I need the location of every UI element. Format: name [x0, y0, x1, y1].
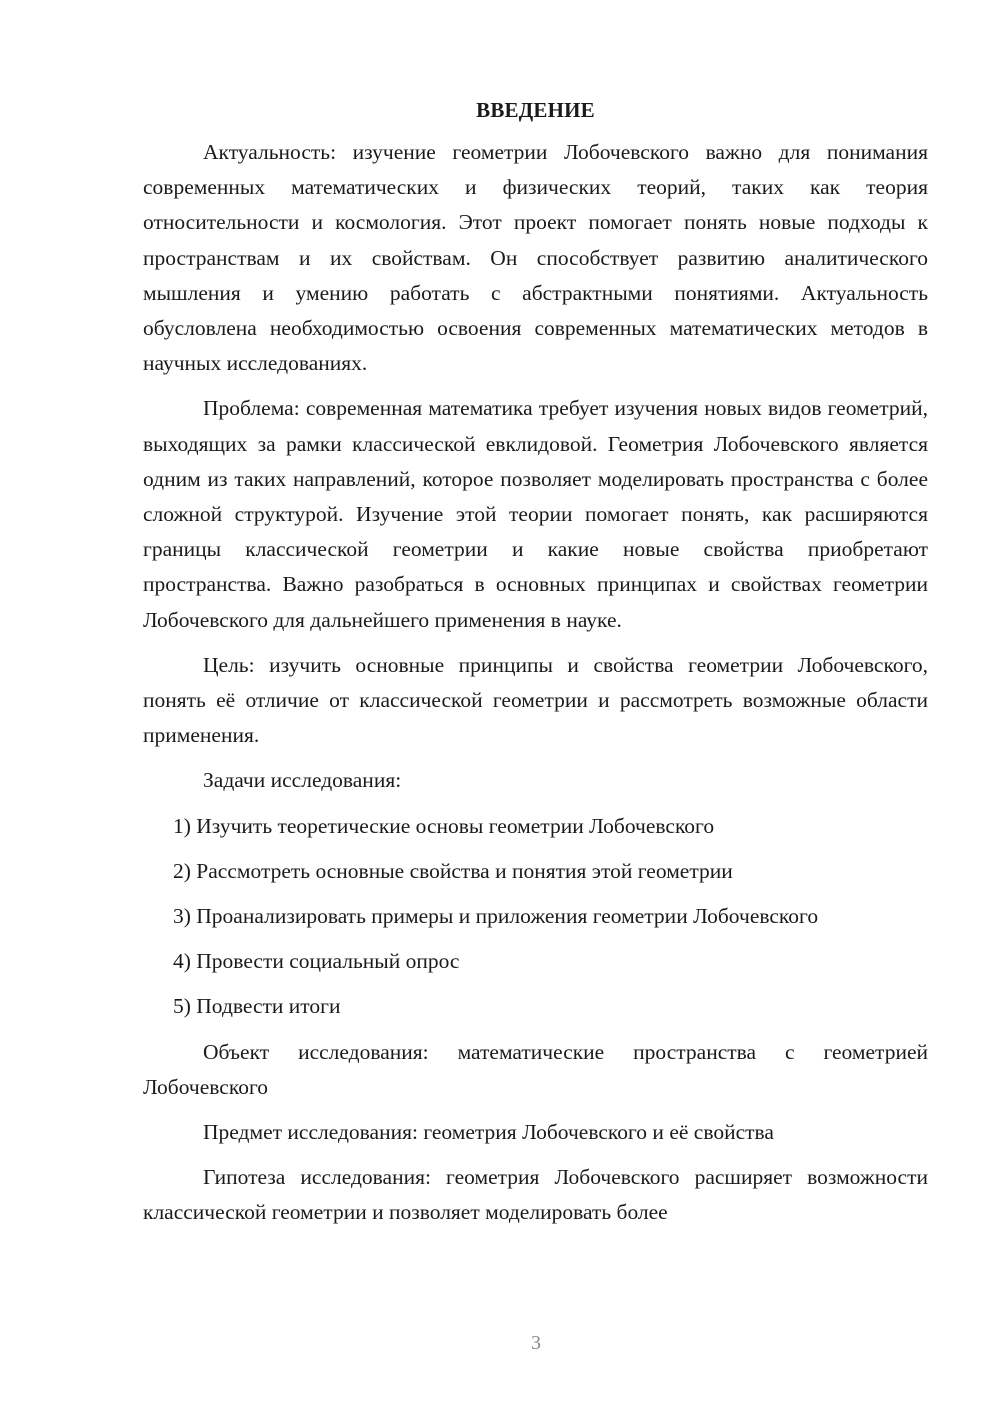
task-item-4: 4) Провести социальный опрос: [173, 949, 460, 974]
paragraph-goal: Цель: изучить основные принципы и свойства геометрии Лобочевского, понять её отличие от классической геометрии и рассмотреть возможные области применения.: [143, 652, 928, 748]
paragraph-hypothesis: Гипотеза исследования: геометрия Лобочевского расширяет возможности классической геометрии и позволяет моделировать более: [143, 1165, 928, 1225]
paragraph-subject: Предмет исследования: геометрия Лобочевского и её свойства: [203, 1120, 774, 1145]
task-item-2: 2) Рассмотреть основные свойства и понятия этой геометрии: [173, 858, 733, 883]
section-heading: ВВЕДЕНИЕ: [476, 98, 595, 122]
paragraph-relevance: Актуальность: изучение геометрии Лобочевского важно для понимания современных математических и физических теорий, таких как теория относительности и космология. Этот проект помогает понять новые подходы к пространствам и их свойствам. Он способствует развитию аналитического мышления и умению работать с абстрактными понятиями. Актуальность обусловлена необходимостью освоения современных математических методов в научных исследованиях.: [143, 140, 928, 376]
document-page: [143, 94, 928, 1241]
task-item-3: 3) Проанализировать примеры и приложения геометрии Лобочевского: [173, 904, 819, 929]
task-item-1: 1) Изучить теоретические основы геометрии Лобочевского: [173, 813, 715, 838]
task-item-5: 5) Подвести итоги: [173, 994, 341, 1019]
paragraph-object: Объект исследования: математические пространства с геометрией Лобочевского: [143, 1039, 928, 1099]
tasks-heading: Задачи исследования:: [203, 768, 402, 793]
paragraph-problem: Проблема: современная математика требует изучения новых видов геометрий, выходящих за рамки классической евклидовой. Геометрия Лобочевского является одним из таких направлений, которое позволяет моделировать пространства с более сложной структурой. Изучение этой теории помогает понять, как расширяются границы классической геометрии и какие новые свойства приобретают пространства. Важно разобраться в основных принципах и свойствах геометрии Лобочевского для дальнейшего применения в науке.: [143, 396, 928, 632]
page-number: 3: [531, 1332, 541, 1354]
